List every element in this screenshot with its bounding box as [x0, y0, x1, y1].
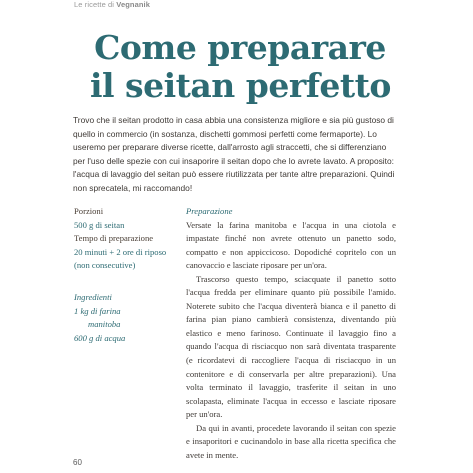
recipe-title-line-1: Come preparare	[94, 28, 386, 67]
time-label: Tempo di preparazione	[74, 233, 154, 244]
preparation-title: Preparazione	[186, 206, 233, 216]
portions-value: 500 g di seitan	[74, 219, 125, 230]
intro-paragraph: Trovo che il seitan prodotto in casa abbia una consistenza migliore e sia più gustoso di quello in commercio (in sostanza, dischetti gommosi perfetti come fermaporte). Lo useremo per preparare diverse ricette, dall'arrosto agli straccetti, che si differenziano per l'uso delle spezie con cui insaporire il seitan dopo che lo avrete lavato. A proposito: l'acqua di lavaggio del seitan può essere riutilizzata per tante altre preparazioni. Quindi non sprecatela, mi raccomando!	[73, 115, 395, 193]
ingredient-item: 1 kg di farina	[74, 305, 121, 316]
time-value: 20 minuti + 2 ore di riposo (non consecutive)	[74, 246, 167, 271]
portions-label: Porzioni	[74, 206, 104, 216]
preparation-paragraph: Da qui in avanti, procedete lavorando il seitan con spezie e insaporitori e cucinandolo in base alla ricetta specifica che avete in mente.	[186, 422, 396, 460]
ingredient-item-continued: manitoba	[88, 319, 121, 330]
page-number: 60	[73, 458, 82, 467]
ingredient-item: 600 g di acqua	[74, 332, 126, 343]
ingredients-title: Ingredienti	[74, 291, 112, 302]
running-header-prefix: Le ricette di	[74, 0, 115, 9]
running-header	[74, 0, 150, 9]
recipe-title	[90, 29, 390, 105]
preparation-section	[186, 205, 396, 462]
recipe-title-line-2: il seitan perfetto	[90, 66, 391, 105]
preparation-paragraph: Versate la farina manitoba e l'acqua in una ciotola e impastate finché non avrete ottenuto un panetto sodo, compatto e non appiccicoso. Dopodiché copritelo con un canovaccio e lasciate riposare per un'ora.	[186, 219, 396, 271]
recipe-info-sidebar	[74, 205, 178, 345]
preparation-paragraph: Trascorso questo tempo, sciacquate il panetto sotto l'acqua fredda per eliminare quanto più possibile l'amido. Noterete subito che l'acqua diventerà bianca e il panetto di farina pian piano cambierà consistenza, diventando più elastico e meno farinoso. Continuate il lavaggio fino a quando l'acqua di risciacquo non sarà diventata trasparente (e ricordatevi di raccogliere l'acqua di risciacquo in un contenitore e di conservarla per altre preparazioni). Una volta terminato il lavaggio, trasferite il seitan in uno scolapasta, eliminate l'acqua in eccesso e lasciate riposare per un'ora.	[186, 273, 396, 420]
running-header-brand: Vegnanik	[116, 0, 150, 9]
